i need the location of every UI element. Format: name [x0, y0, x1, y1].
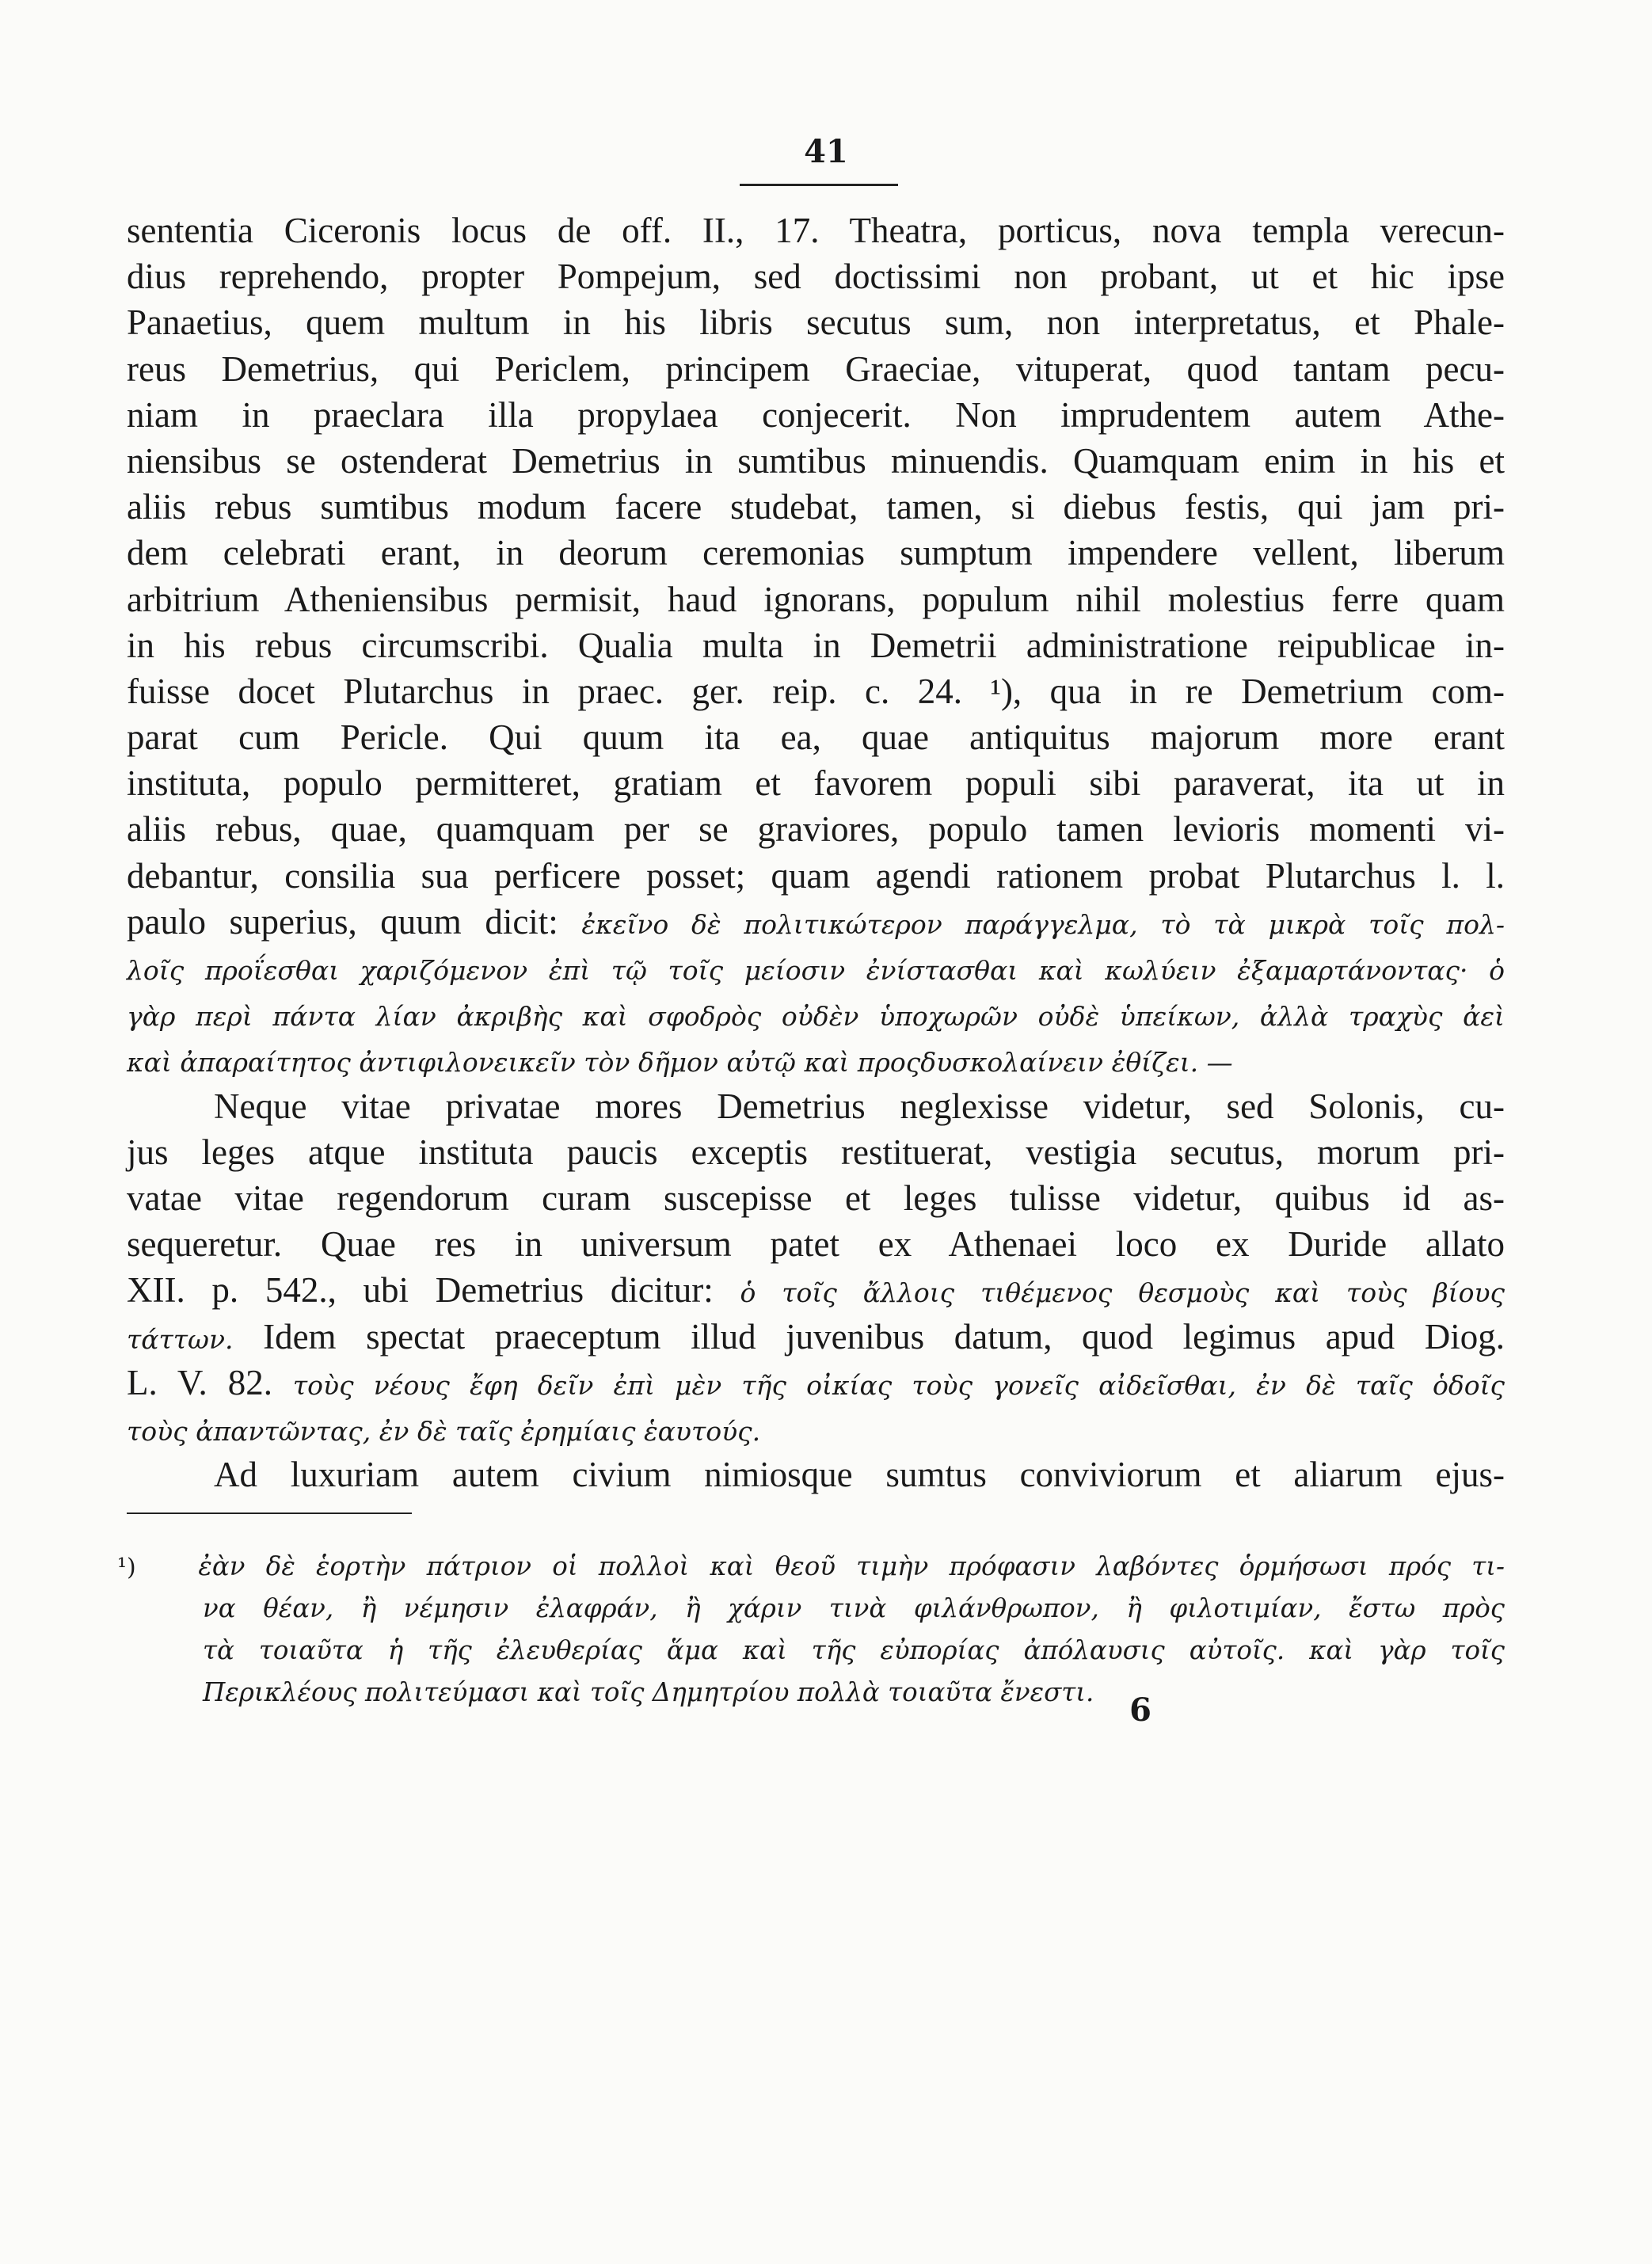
footnote-text: Περικλέους πολιτεύμασι καὶ τοῖς Δημητρίου πολλὰ τοιαῦτα ἔνεστι. [203, 1677, 1094, 1707]
footnote-line [117, 1630, 1505, 1672]
line-text: instituta, populo permitteret, gratiam et favorem populi sibi paraverat, ita ut in [127, 763, 1505, 804]
footnote-rule [127, 1513, 412, 1514]
signature-mark: 6 [1129, 1691, 1151, 1729]
greek-quote: γὰρ περὶ πάντα λίαν ἀκριβὴς καὶ σφοδρὸς οὐδὲν ὑποχωρῶν οὐδὲ ὑπείκων, ἀλλὰ τραχὺς ἀεὶ [127, 1001, 1505, 1033]
greek-quote: τάττων. [127, 1323, 234, 1355]
text-line [127, 392, 1505, 438]
greek-quote: ὁ τοῖς ἄλλοις τιθέμενος θεσμοὺς καὶ τοὺς βίους [740, 1277, 1505, 1309]
line-text: dius reprehendo, propter Pompejum, sed doctissimi non probant, ut et hic ipse [127, 257, 1505, 297]
text-line [127, 760, 1505, 806]
text-line [127, 530, 1505, 576]
line-text: L. V. 82. [127, 1362, 272, 1402]
main-text [127, 207, 1505, 1497]
page-number: 41 [804, 133, 848, 170]
greek-quote: ἐκεῖνο δὲ πολιτικώτερον παράγγελμα, τὸ τὰ μικρὰ τοῖς πολ- [581, 908, 1505, 940]
text-line [127, 299, 1505, 345]
line-text: Idem spectat praeceptum illud juvenibus datum, quod legimus apud Diog. [263, 1316, 1505, 1356]
line-text: Panaetius, quem multum in his libris secutus sum, non interpretatus, et Phale- [127, 303, 1505, 343]
footnote-line [117, 1672, 1505, 1714]
line-text: reus Demetrius, qui Periclem, principem Graeciae, vituperat, quod tantam pecu- [127, 348, 1505, 389]
text-line [127, 576, 1505, 622]
footnote-text: ἐὰν δὲ ἑορτὴν πάτριον οἱ πολλοὶ καὶ θεοῦ τιμὴν πρόφασιν λαβόντες ὁρμήσωσι πρός τι- [198, 1551, 1505, 1581]
text-line [127, 1129, 1505, 1175]
line-text: dem celebrati erant, in deorum ceremonias sumptum impendere vellent, liberum [127, 533, 1505, 573]
text-line [127, 899, 1505, 945]
line-text: vatae vitae regendorum curam suscepisse et leges tulisse videtur, quibus id as- [127, 1178, 1505, 1218]
greek-quote: λοῖς προΐεσθαι χαριζόμενον ἐπὶ τῷ τοῖς μείοσιν ἐνίστασθαι καὶ κωλύειν ἐξαμαρτάνοντας· ὁ [127, 955, 1505, 986]
text-line [127, 991, 1505, 1037]
line-text: debantur, consilia sua perficere posset; quam agendi rationem probat Plutarchus l. l. [127, 855, 1505, 896]
footnote-line [117, 1546, 1505, 1588]
text-line [127, 1083, 1505, 1129]
text-line [127, 1314, 1505, 1360]
greek-quote: καὶ ἀπαραίτητος ἀντιφιλονεικεῖν τὸν δῆμον αὐτῷ καὶ προςδυσκολαίνειν ἐθίζει. — [127, 1047, 1233, 1079]
text-line [127, 346, 1505, 392]
text-line [127, 1452, 1505, 1497]
text-line [127, 668, 1505, 714]
line-text: aliis rebus, quae, quamquam per se graviores, populo tamen levioris momenti vi- [127, 809, 1505, 850]
line-text: in his rebus circumscribi. Qualia multa in Demetrii administratione reipublicae in- [127, 625, 1505, 665]
line-text: sequeretur. Quae res in universum patet ex Athenaei loco ex Duride allato [127, 1224, 1505, 1265]
greek-quote: τοὺς ἀπαντῶντας, ἐν δὲ ταῖς ἐρημίαις ἑαυτούς. [127, 1415, 761, 1447]
greek-quote: τοὺς νέους ἔφη δεῖν ἐπὶ μὲν τῆς οἰκίας τοὺς γονεῖς αἰδεῖσθαι, ἐν δὲ ταῖς ὁδοῖς [292, 1369, 1505, 1401]
footnote-text: τὰ τοιαῦτα ἡ τῆς ἐλευθερίας ἅμα καὶ τῆς εὐπορίας ἀπόλαυσις αὐτοῖς. καὶ γὰρ τοῖς [203, 1635, 1505, 1665]
text-line [127, 1360, 1505, 1406]
text-line [127, 945, 1505, 991]
text-line [127, 253, 1505, 299]
text-line [127, 853, 1505, 899]
text-line [127, 1267, 1505, 1313]
line-text: parat cum Pericle. Qui quum ita ea, quae antiquitus majorum more erant [127, 717, 1505, 758]
line-text: arbitrium Atheniensibus permisit, haud ignorans, populum nihil molestius ferre quam [127, 579, 1505, 619]
header-rule [740, 184, 898, 186]
footnote-marker: ¹) [117, 1554, 136, 1581]
footnote-line [117, 1588, 1505, 1630]
footnotes [117, 1546, 1505, 1714]
footnote-text: να θέαν, ἢ νέμησιν ἐλαφράν, ἢ χάριν τινὰ φιλάνθρωπον, ἢ φιλοτιμίαν, ἔστω πρὸς [203, 1593, 1505, 1623]
text-line [127, 1037, 1505, 1083]
line-text: paulo superius, quum dicit: [127, 901, 558, 942]
text-line [127, 1175, 1505, 1221]
text-line [127, 1221, 1505, 1267]
line-text: Ad luxuriam autem civium nimiosque sumtus conviviorum et aliarum ejus- [214, 1455, 1505, 1495]
line-text: jus leges atque instituta paucis exceptis restituerat, vestigia secutus, morum pri- [127, 1132, 1505, 1172]
text-line [127, 1406, 1505, 1452]
text-line [127, 714, 1505, 760]
text-line [127, 622, 1505, 668]
text-line [127, 207, 1505, 253]
line-text: Neque vitae privatae mores Demetrius neglexisse videtur, sed Solonis, cu- [214, 1086, 1505, 1126]
text-line [127, 806, 1505, 852]
line-text: aliis rebus sumtibus modum facere studebat, tamen, si diebus festis, qui jam pri- [127, 487, 1505, 527]
line-text: XII. p. 542., ubi Demetrius dicitur: [127, 1270, 714, 1311]
line-text: sententia Ciceronis locus de off. II., 17. Theatra, porticus, nova templa verecun- [127, 211, 1505, 250]
text-line [127, 438, 1505, 484]
text-line [127, 484, 1505, 530]
line-text: niensibus se ostenderat Demetrius in sumtibus minuendis. Quamquam enim in his et [127, 440, 1505, 481]
line-text: fuisse docet Plutarchus in praec. ger. reip. c. 24. ¹), qua in re Demetrium com- [127, 671, 1505, 711]
line-text: niam in praeclara illa propylaea conjecerit. Non imprudentem autem Athe- [127, 394, 1505, 435]
